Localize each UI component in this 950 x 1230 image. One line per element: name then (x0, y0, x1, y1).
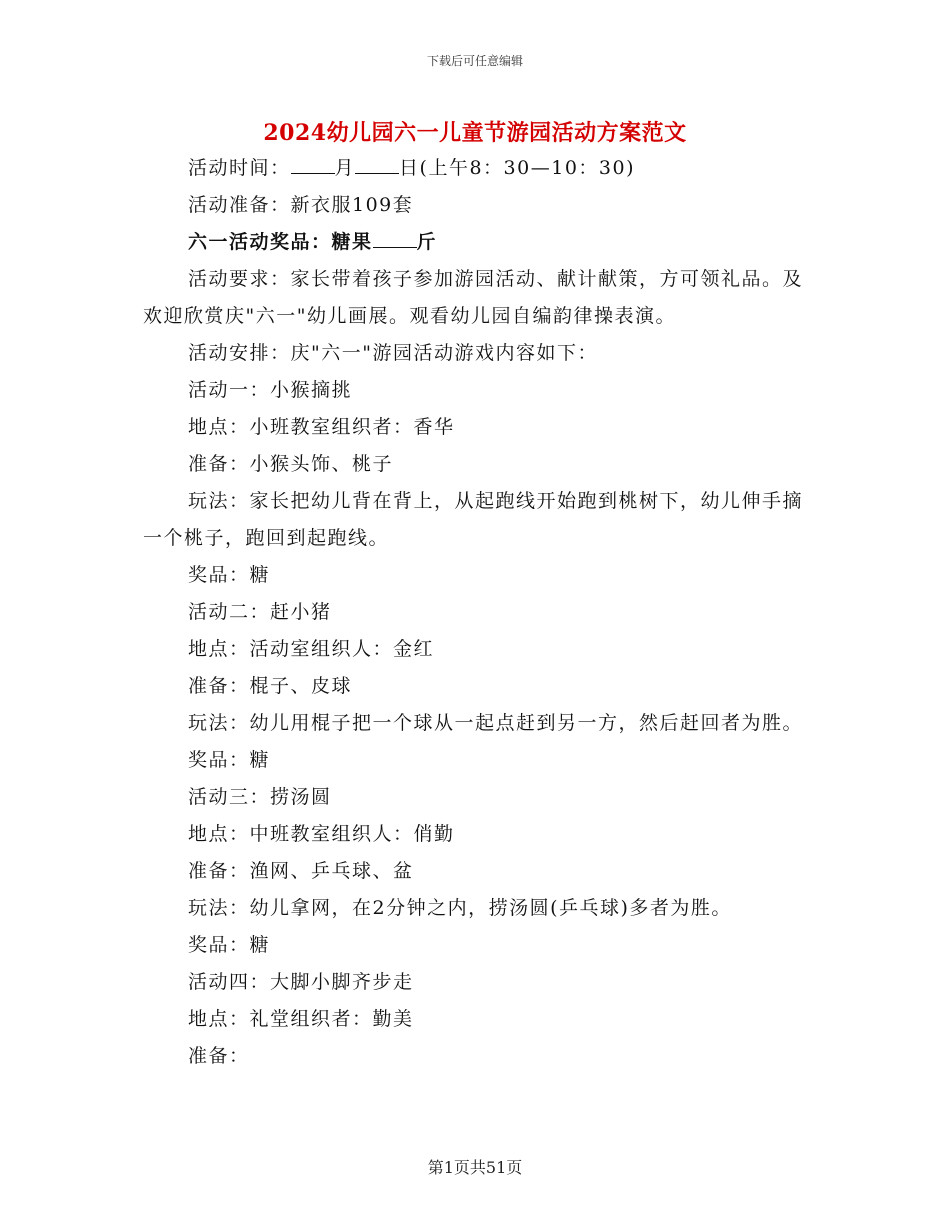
paragraph: 玩法：幼儿用棍子把一个球从一起点赶到另一方，然后赶回者为胜。 (188, 712, 804, 734)
document-title: 2024幼儿园六一儿童节游园活动方案范文 (263, 120, 687, 146)
paragraph: 奖品：糖 (188, 749, 271, 771)
activity-prep-line: 活动准备：新衣服109套 (188, 194, 414, 216)
prize-prefix: 六一活动奖品：糖果 (188, 231, 373, 253)
paragraph: 地点：活动室组织人：金红 (188, 638, 435, 660)
prize-unit: 斤 (416, 231, 438, 253)
paragraph: 活动二：赶小猪 (188, 601, 332, 623)
paragraph: 玩法：幼儿拿网，在2分钟之内，捞汤圆(乒乓球)多者为胜。 (188, 897, 732, 919)
day-blank (355, 172, 399, 174)
time-prefix: 活动时间： (188, 157, 291, 179)
time-range: (上午8：30—10：30) (419, 157, 635, 179)
day-label: 日 (399, 157, 420, 179)
page-header: 下载后可任意编辑 (426, 54, 523, 68)
paragraph: 地点：礼堂组织者：勤美 (188, 1008, 414, 1030)
paragraph: 准备：渔网、乒乓球、盆 (188, 860, 414, 882)
paragraph: 地点：中班教室组织人：俏勤 (188, 823, 455, 845)
paragraph: 活动三：捞汤圆 (188, 786, 332, 808)
paragraph: 地点：小班教室组织者：香华 (188, 416, 455, 438)
prize-blank (373, 246, 417, 248)
paragraph: 活动四：大脚小脚齐步走 (188, 971, 414, 993)
paragraph: 玩法：家长把幼儿背在背上，从起跑线开始跑到桃树下，幼儿伸手摘一个桃子，跑回到起跑线。 (143, 490, 804, 549)
page-footer: 第1页共51页 (427, 1158, 523, 1177)
prize-line (143, 224, 811, 261)
paragraph: 准备：小猴头饰、桃子 (188, 453, 394, 475)
month-label: 月 (334, 157, 356, 179)
paragraph: 准备： (188, 1045, 250, 1067)
paragraph: 活动安排：庆"六一"游园活动游戏内容如下： (188, 342, 598, 364)
activity-time-line (143, 150, 811, 187)
paragraph: 奖品：糖 (188, 564, 271, 586)
month-blank (291, 172, 335, 174)
paragraph: 奖品：糖 (188, 934, 271, 956)
document-body (143, 150, 811, 1075)
paragraph: 活动一：小猴摘挑 (188, 379, 353, 401)
paragraph: 准备：棍子、皮球 (188, 675, 353, 697)
paragraph: 活动要求：家长带着孩子参加游园活动、献计献策，方可领礼品。及欢迎欣赏庆"六一"幼儿画展。观看幼儿园自编韵律操表演。 (143, 268, 804, 327)
